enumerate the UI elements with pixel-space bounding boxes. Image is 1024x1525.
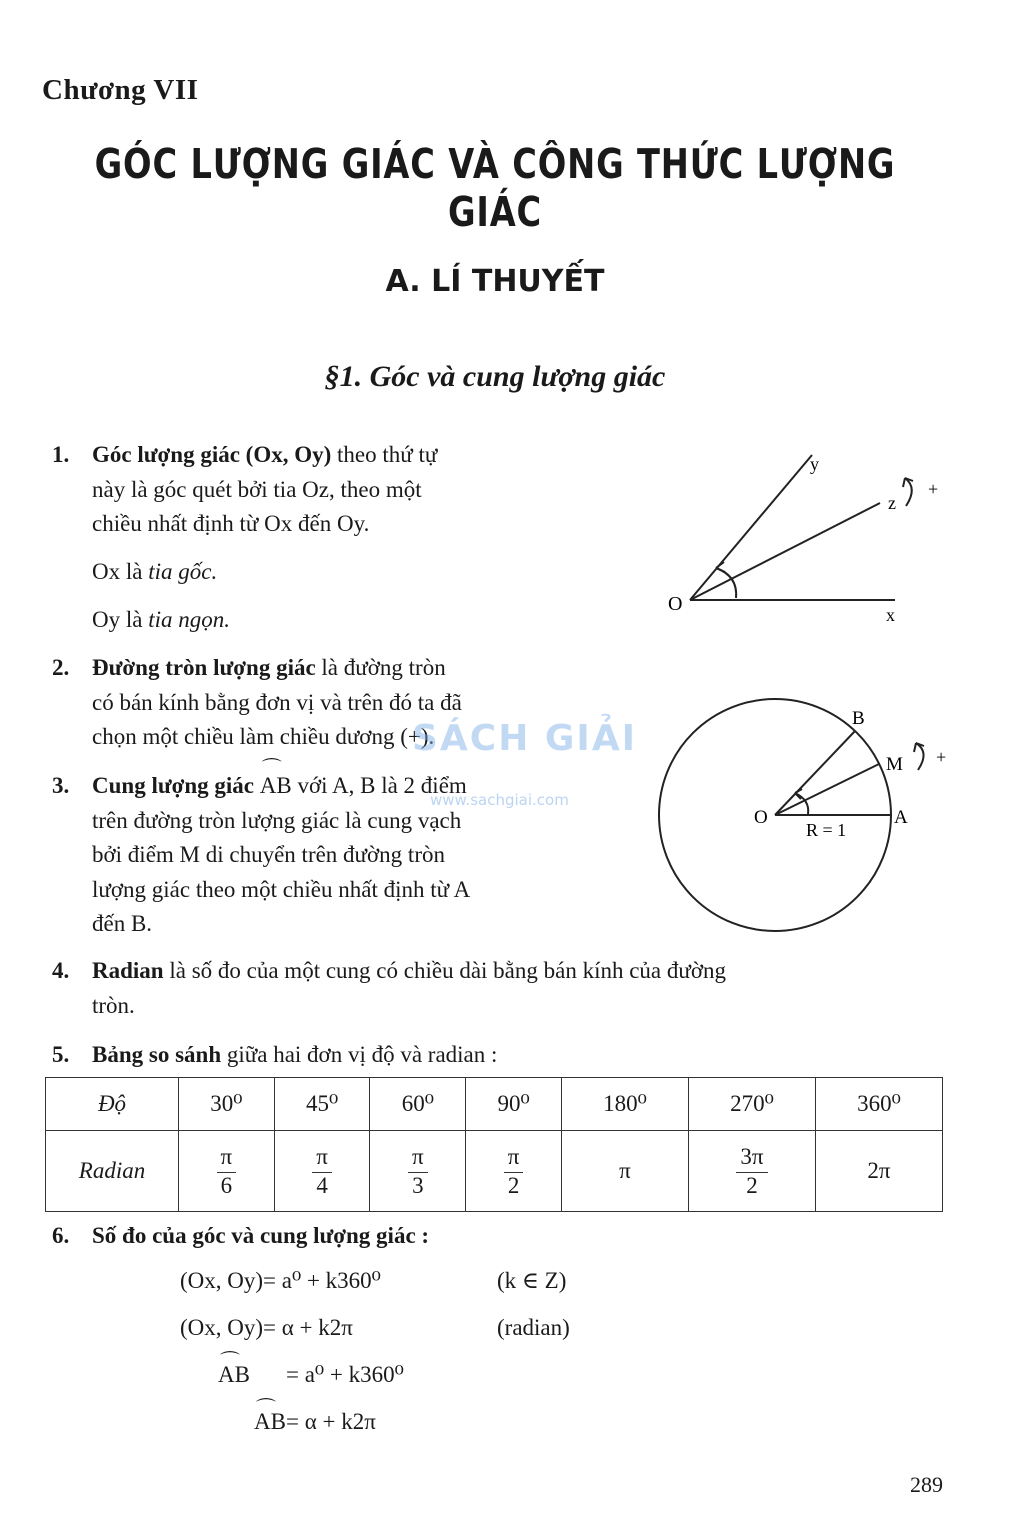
table-cell-degree: 60⁰	[370, 1078, 466, 1131]
ray-oy	[690, 455, 812, 600]
label-m: M	[886, 754, 903, 775]
item-1-text	[92, 438, 597, 542]
angle-figure	[650, 440, 960, 630]
table-cell-radian: $\frac{3\pi}{2}$	[688, 1131, 815, 1212]
item-4-number: 4.	[52, 958, 70, 983]
formula-3-arc: ⌒ AB	[218, 1362, 250, 1388]
table-cell-degree: 270⁰	[688, 1078, 815, 1131]
angle-arc	[716, 568, 736, 598]
item-4-term: Radian	[92, 958, 164, 983]
formula-3-right: = a⁰ + k360⁰	[286, 1362, 404, 1387]
table-cell-radian: $\frac{\pi}{3}$	[370, 1131, 466, 1212]
ray-oz	[690, 503, 880, 600]
item-5-number: 5.	[52, 1042, 70, 1067]
circle-direction-arc	[916, 743, 924, 770]
item-1-ox-line	[92, 555, 217, 590]
circle-figure	[650, 690, 970, 940]
oy-prefix: Oy là	[92, 607, 149, 632]
item-2-line-1: là đường tròn	[315, 655, 446, 680]
item-3-line-1: với A, B là 2 điểm	[291, 773, 467, 798]
table-cell-degree: 360⁰	[815, 1078, 942, 1131]
label-a: A	[894, 807, 908, 828]
item-6-term: Số đo của góc và cung lượng giác :	[92, 1223, 430, 1248]
label-plus-2: +	[936, 747, 947, 767]
item-1-line-2: này là góc quét bởi tia Oz, theo một	[92, 476, 422, 502]
radius-ob	[775, 731, 855, 815]
formula-2-left: (Ox, Oy)= α + k2π	[180, 1315, 353, 1340]
ox-prefix: Ox là	[92, 559, 149, 584]
formula-4-right: = α + k2π	[286, 1409, 376, 1434]
item-1-term: Góc lượng giác (Ox, Oy)	[92, 442, 332, 467]
table-label-radian: Radian	[46, 1131, 179, 1212]
table-row-radians	[46, 1131, 943, 1212]
item-3-line-3: bởi điểm M di chuyển trên đường tròn	[92, 842, 445, 867]
item-1-line-1: theo thứ tự	[331, 442, 438, 467]
label-radius: R = 1	[806, 820, 847, 840]
item-3-line-4: lượng giác theo một chiều nhất định từ A	[92, 876, 471, 902]
angle-arrow	[716, 562, 725, 572]
item-5-desc: giữa hai đơn vị độ và radian :	[221, 1042, 498, 1067]
item-2-number: 2.	[52, 655, 70, 680]
table-cell-degree: 30⁰	[179, 1078, 275, 1131]
formula-1-left: (Ox, Oy)= a⁰ + k360⁰	[180, 1268, 381, 1293]
item-6-text	[92, 1219, 429, 1254]
label-plus: +	[928, 479, 939, 499]
item-1-line-3: chiều nhất định từ Ox đến Oy.	[92, 511, 370, 536]
ox-term: tia gốc.	[148, 559, 218, 584]
table-row-degrees	[46, 1078, 943, 1131]
oy-term: tia ngọn.	[148, 607, 230, 632]
item-3-term: Cung lượng giác	[92, 773, 260, 798]
chapter-title: GÓC LƯỢNG GIÁC VÀ CÔNG THỨC LƯỢNG GIÁC	[94, 140, 896, 236]
label-z: z	[888, 493, 896, 513]
label-o-2: O	[754, 807, 768, 828]
item-3-line-5: đến B.	[92, 911, 153, 936]
item-5-text	[92, 1038, 497, 1073]
degree-radian-table	[45, 1077, 943, 1212]
item-3-number: 3.	[52, 773, 70, 798]
table-cell-degree: 90⁰	[466, 1078, 562, 1131]
label-b: B	[852, 708, 865, 729]
item-3-line-2: trên đường tròn lượng giác là cung vạch	[92, 807, 462, 833]
page-number: 289	[910, 1472, 943, 1497]
subsection-heading: §1. Góc và cung lượng giác	[324, 360, 666, 393]
table-cell-degree: 180⁰	[561, 1078, 688, 1131]
section-heading: A. LÍ THUYẾT	[385, 264, 605, 299]
item-2-term: Đường tròn lượng giác	[92, 655, 316, 680]
item-5-term: Bảng so sánh	[92, 1042, 222, 1067]
table-cell-radian: π	[561, 1131, 688, 1212]
table-cell-radian: $\frac{\pi}{6}$	[179, 1131, 275, 1212]
formula-2-right: (radian)	[497, 1315, 570, 1340]
direction-arc	[905, 478, 912, 506]
chapter-label: Chương VII	[42, 74, 199, 106]
formula-1-right: (k ∈ Z)	[497, 1268, 567, 1293]
item-4-text	[92, 954, 952, 1023]
item-2-line-2: có bán kính bằng đơn vị và trên đó ta đã	[92, 689, 462, 715]
item-4-line-1: là số đo của một cung có chiều dài bằng bán kính của đường	[163, 958, 727, 983]
table-cell-radian: 2π	[815, 1131, 942, 1212]
item-1-number: 1.	[52, 442, 70, 467]
watermark-url: www.sachgiai.com	[430, 791, 569, 809]
label-o: O	[668, 593, 683, 615]
table-cell-radian: $\frac{\pi}{2}$	[466, 1131, 562, 1212]
formula-4-arc: ⌒ AB	[254, 1409, 286, 1435]
item-1-oy-line	[92, 603, 230, 638]
item-3-arc: ⌒ AB	[260, 769, 292, 804]
item-6-number: 6.	[52, 1223, 70, 1248]
label-y: y	[810, 454, 819, 474]
label-x: x	[886, 605, 895, 625]
radius-om	[775, 764, 879, 815]
watermark-logo: SÁCH GIẢI	[412, 718, 638, 759]
item-2-line-3: chọn một chiều làm chiều dương (+).	[92, 724, 435, 749]
table-cell-degree: 45⁰	[274, 1078, 370, 1131]
table-cell-radian: $\frac{\pi}{4}$	[274, 1131, 370, 1212]
item-4-line-2: tròn.	[92, 992, 135, 1018]
table-label-degree: Độ	[46, 1078, 179, 1131]
